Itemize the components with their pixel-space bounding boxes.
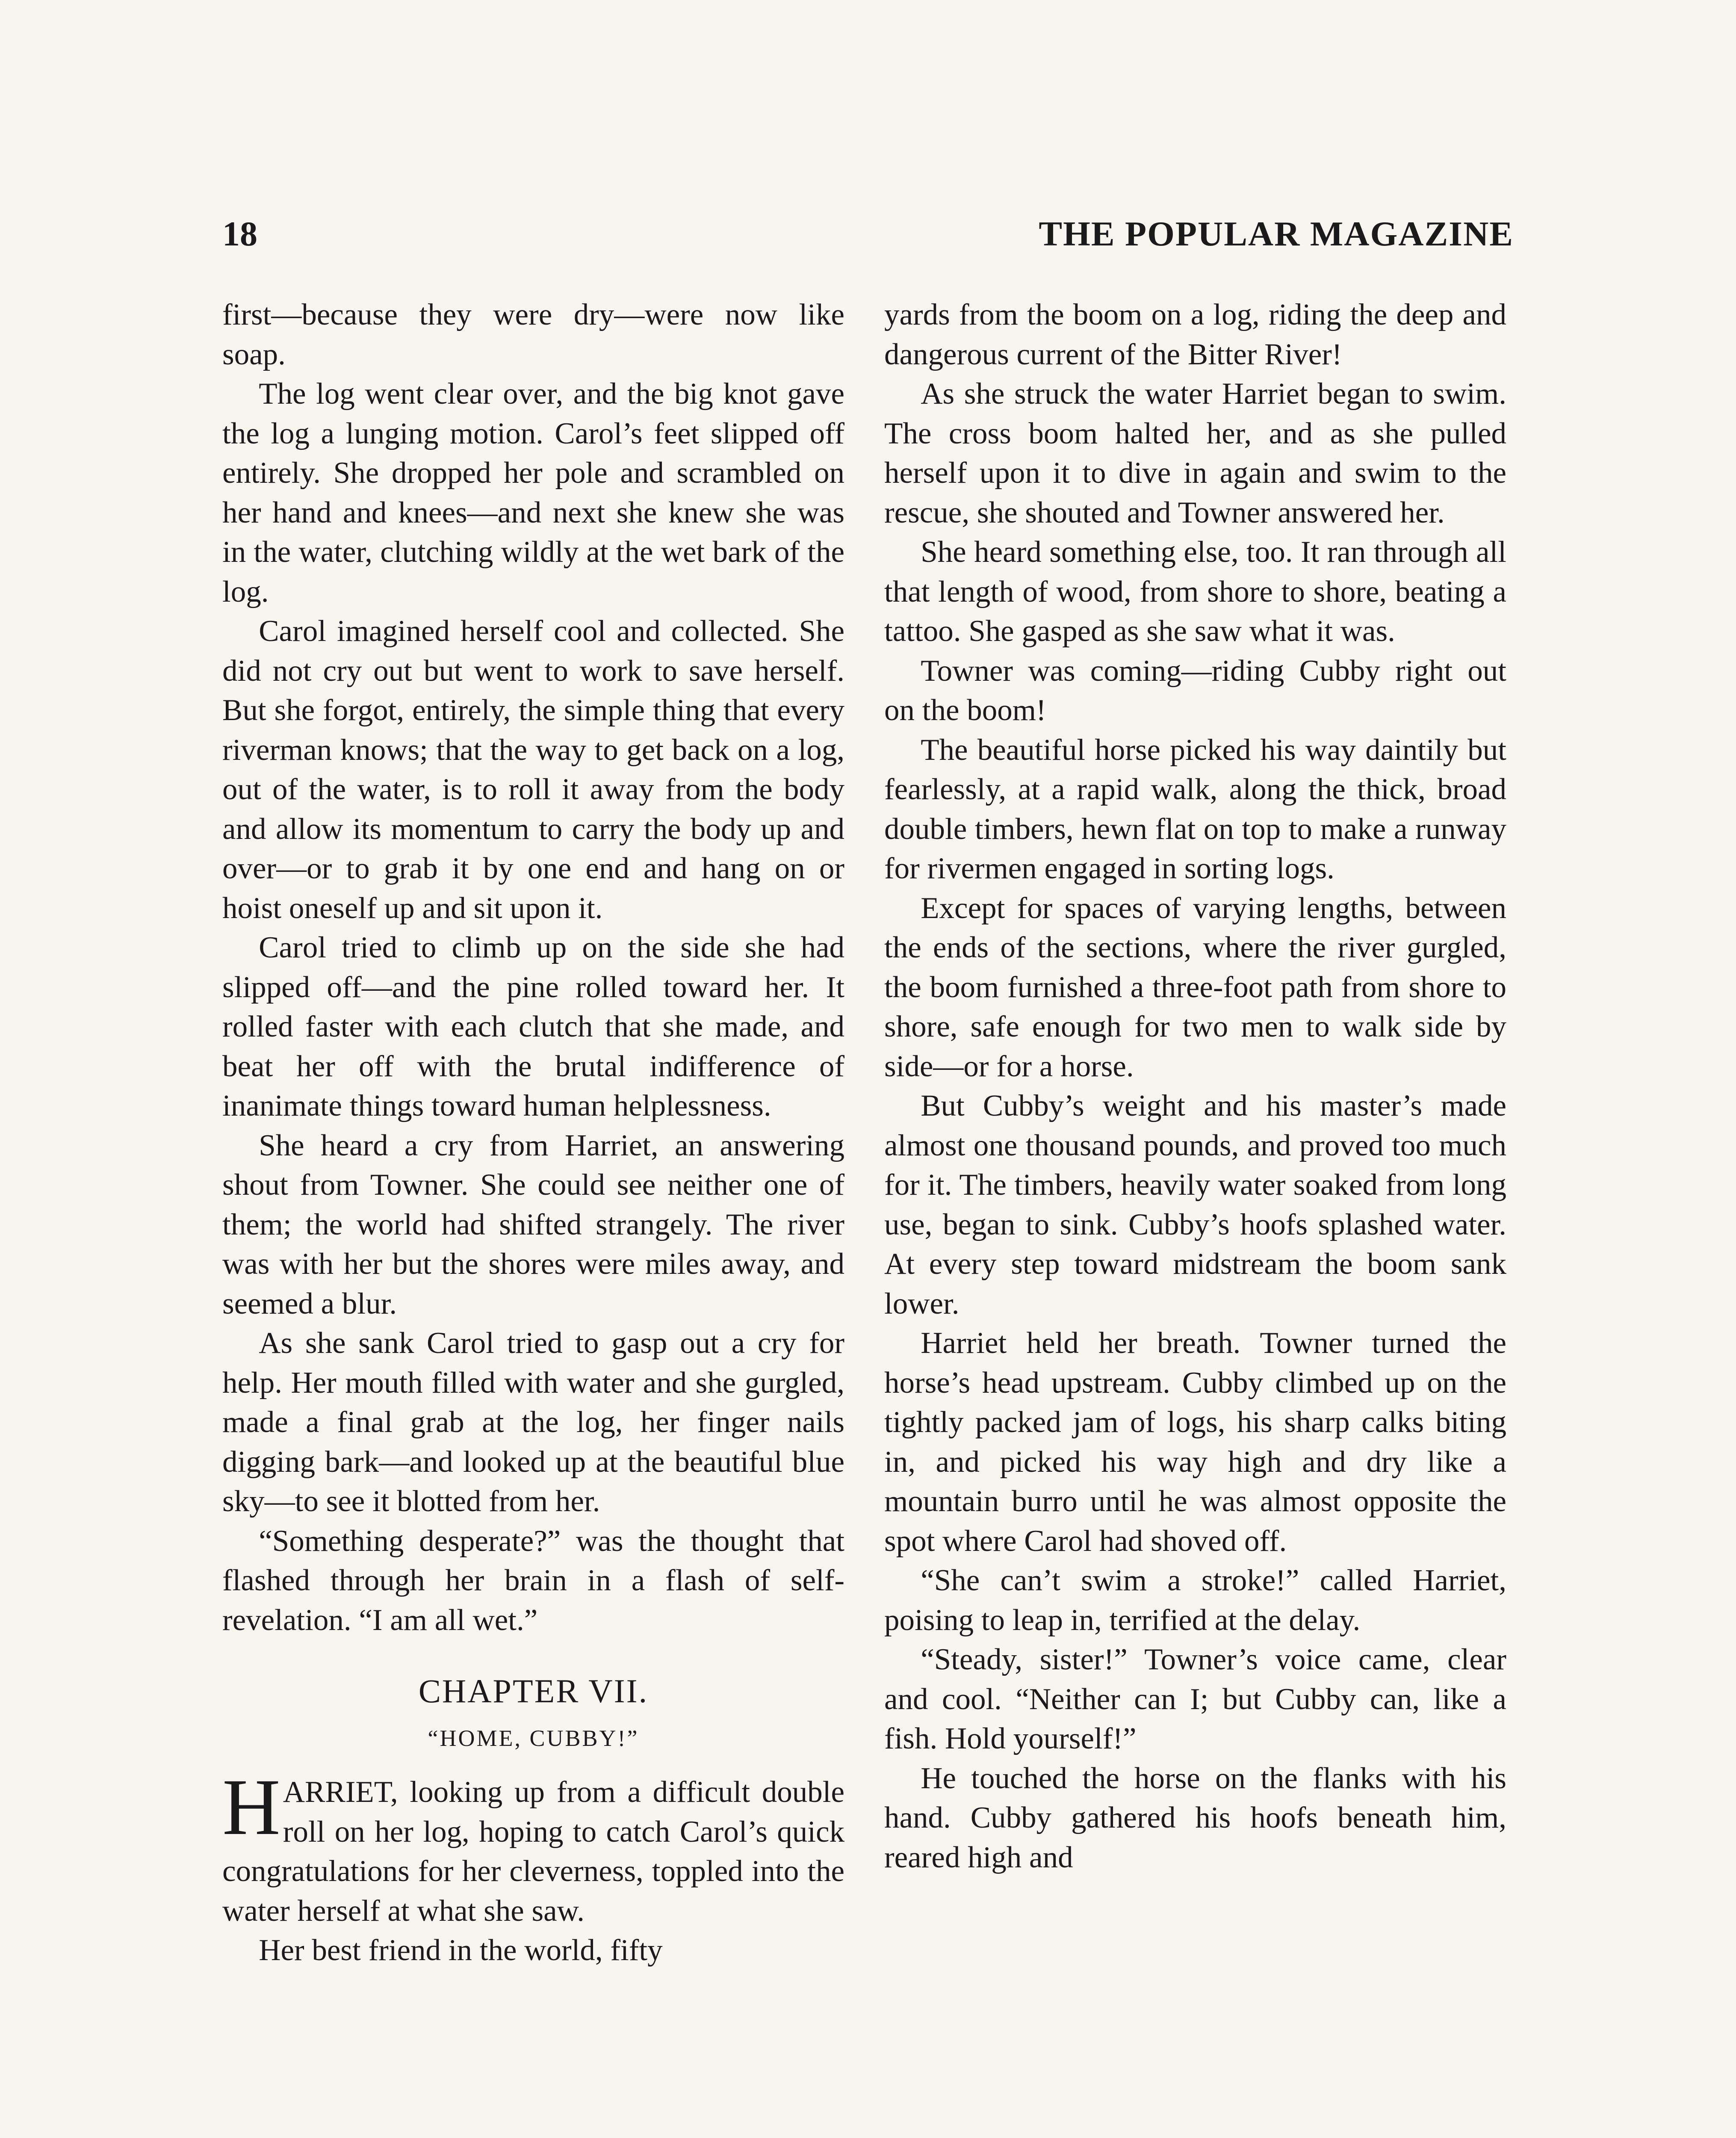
page-number: 18	[222, 214, 257, 253]
paragraph: She heard something else, too. It ran through all that length of wood, from shore to shore, beating a tattoo. She gasped as she saw what it was.	[884, 535, 1506, 648]
paragraph: The log went clear over, and the big knot gave the log a lunging motion. Carol’s feet slipped off entirely. She dropped her pole and scrambled on her hand and knees—and next she knew she was in the water, clutching wildly at the wet bark of the log.	[222, 377, 844, 608]
chapter-opening-paragraph	[222, 1762, 844, 1931]
chapter-opening-text: ARRIET, looking up from a difficult double roll on her log, hoping to catch Carol’s quick congratulations for her cleverness, toppled into the water herself at what she saw.	[222, 1775, 844, 1928]
paragraph: As she struck the water Harriet began to swim. The cross boom halted her, and as she pulled herself upon it to dive in again and swim to the rescue, she shouted and Towner answered her.	[884, 377, 1506, 529]
page-header	[222, 214, 1514, 261]
drop-cap: H	[222, 1762, 280, 1852]
paragraph: As she sank Carol tried to gasp out a cry for help. Her mouth filled with water and she gurgled, made a final grab at the log, her finger nails digging bark—and looked up at the beautiful blue sky—to see it blotted from her.	[222, 1326, 844, 1518]
paragraph: She heard a cry from Harriet, an answering shout from Towner. She could see neither one of them; the world had shifted strangely. The river was with her but the shores were miles away, and seemed a blur.	[222, 1128, 844, 1320]
paragraph: Towner was coming—riding Cubby right out on the boom!	[884, 654, 1506, 727]
paragraph: “Something desperate?” was the thought that flashed through her brain in a flash of self-revelation. “I am all wet.”	[222, 1524, 844, 1637]
right-column	[884, 295, 1506, 1877]
paragraph: yards from the boom on a log, riding the deep and dangerous current of the Bitter River!	[884, 298, 1506, 371]
left-column	[222, 295, 844, 1970]
paragraph: Her best friend in the world, fifty	[259, 1934, 663, 1967]
paragraph: Carol tried to climb up on the side she had slipped off—and the pine rolled toward her. It rolled faster with each clutch that she made, and beat her off with the brutal indifference of inanimate things toward human helplessness.	[222, 931, 844, 1122]
paragraph: He touched the horse on the flanks with his hand. Cubby gathered his hoofs beneath him, reared high and	[884, 1761, 1506, 1874]
paragraph: first—because they were dry—were now like soap.	[222, 298, 844, 371]
chapter-heading: CHAPTER VII.	[418, 1672, 649, 1710]
magazine-title: THE POPULAR MAGAZINE	[1039, 214, 1514, 253]
paragraph: But Cubby’s weight and his master’s made almost one thousand pounds, and proved too much for it. The timbers, heavily water soaked from long use, began to sink. Cubby’s hoofs splashed water. At every step toward midstream the boom sank lower.	[884, 1089, 1506, 1320]
paragraph: Except for spaces of varying lengths, between the ends of the sections, where the river gurgled, the boom furnished a three-foot path from shore to shore, safe enough for two men to walk side by side—or for a horse.	[884, 891, 1506, 1083]
paragraph: “She can’t swim a stroke!” called Harriet, poising to leap in, terrified at the delay.	[884, 1564, 1506, 1637]
chapter-subtitle: “HOME, CUBBY!”	[428, 1725, 639, 1751]
paragraph: Harriet held her breath. Towner turned the horse’s head upstream. Cubby climbed up on the tightly packed jam of logs, his sharp calks biting in, and picked his way high and dry like a mountain burro until he was almost opposite the spot where Carol had shoved off.	[884, 1326, 1506, 1558]
paragraph: “Steady, sister!” Towner’s voice came, clear and cool. “Neither can I; but Cubby can, like a fish. Hold yourself!”	[884, 1643, 1506, 1755]
paragraph: The beautiful horse picked his way daintily but fearlessly, at a rapid walk, along the thick, broad double timbers, hewn flat on top to make a runway for rivermen engaged in sorting logs.	[884, 733, 1506, 885]
paragraph: Carol imagined herself cool and collected. She did not cry out but went to work to save herself. But she forgot, entirely, the simple thing that every riverman knows; that the way to get back on a log, out of the water, is to roll it away from the body and allow its momentum to carry the body up and over—or to grab it by one end and hang on or hoist oneself up and sit upon it.	[222, 614, 844, 925]
